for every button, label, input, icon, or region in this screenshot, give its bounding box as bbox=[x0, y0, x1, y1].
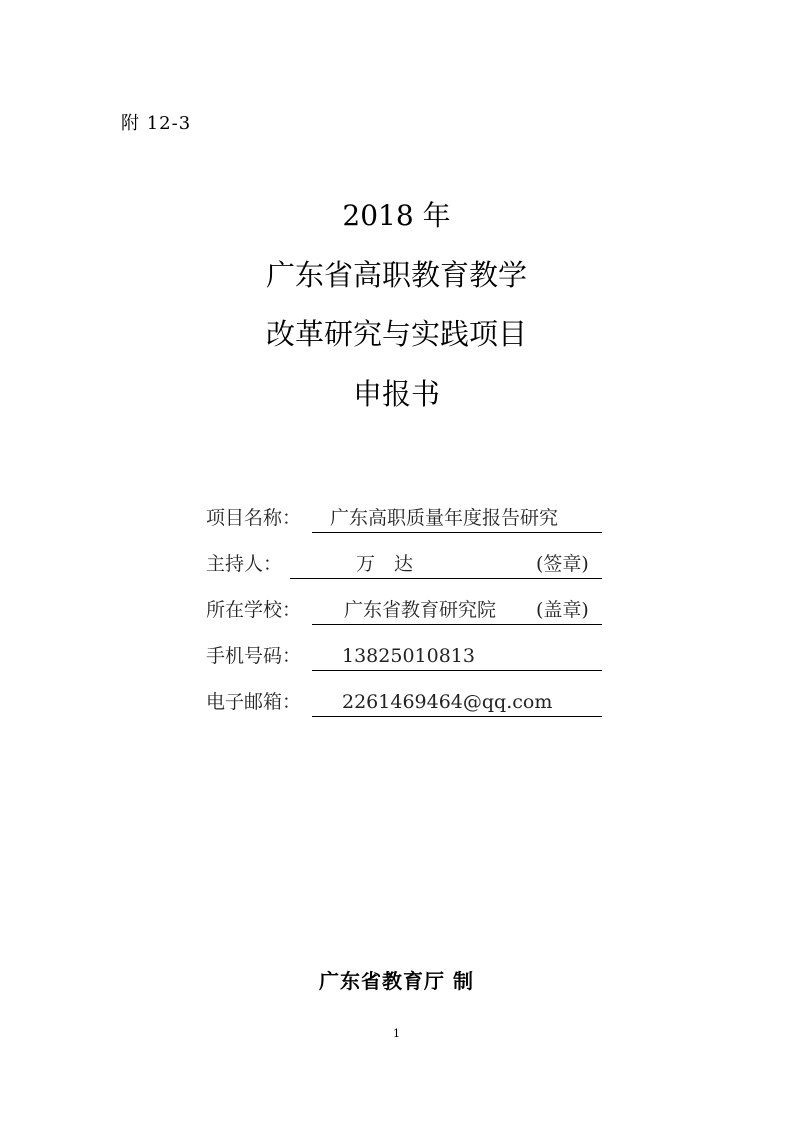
school-seal-note: (盖章) bbox=[536, 599, 589, 621]
title-year: 2018 年 bbox=[342, 199, 451, 232]
email-row bbox=[206, 689, 606, 735]
host-label: 主持人： bbox=[206, 553, 283, 575]
school-value: 广东省教育研究院 bbox=[344, 599, 497, 621]
host-value: 万 达 bbox=[356, 553, 414, 575]
school-row bbox=[206, 597, 606, 643]
title-line-1: 广东省高职教育教学 bbox=[265, 258, 527, 292]
project-name-value: 广东高职质量年度报告研究 bbox=[330, 507, 559, 529]
host-row bbox=[206, 551, 606, 597]
title-line-2: 改革研究与实践项目 bbox=[265, 317, 527, 351]
project-name-row bbox=[206, 505, 606, 551]
attachment-label: 附 12-3 bbox=[121, 113, 192, 134]
phone-label: 手机号码： bbox=[206, 645, 302, 667]
issuer-line: 广东省教育厅 制 bbox=[319, 969, 474, 993]
phone-value: 13825010813 bbox=[342, 645, 475, 667]
phone-row bbox=[206, 643, 606, 689]
host-signature-note: (签章) bbox=[536, 553, 589, 575]
page-number: 1 bbox=[393, 1027, 400, 1040]
email-label: 电子邮箱： bbox=[206, 691, 302, 713]
email-value: 2261469464@qq.com bbox=[342, 691, 553, 713]
project-name-label: 项目名称： bbox=[206, 507, 302, 529]
title-line-3: 申报书 bbox=[352, 377, 440, 411]
application-info-form bbox=[206, 505, 606, 735]
school-label: 所在学校： bbox=[206, 599, 302, 621]
